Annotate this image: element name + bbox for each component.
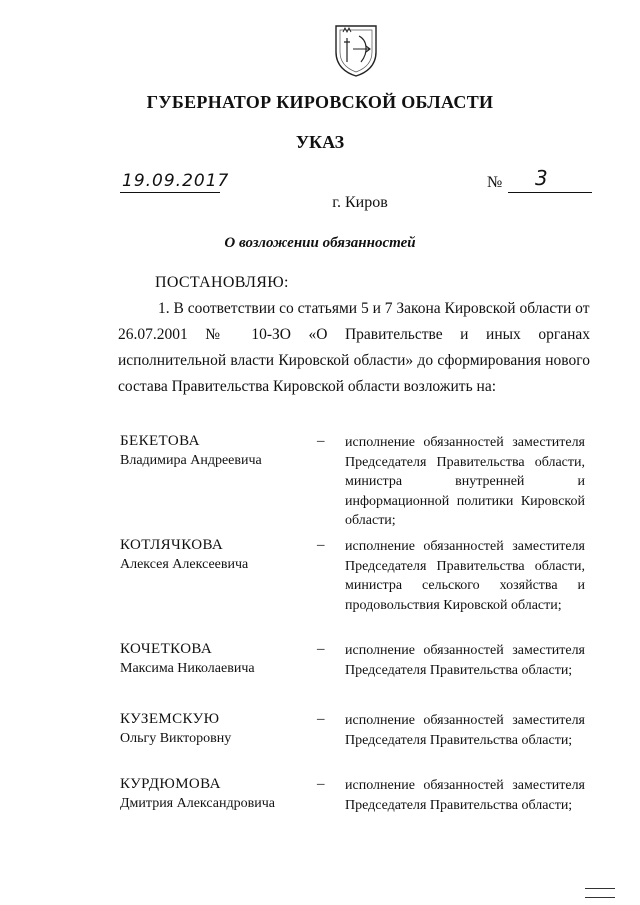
appointee-given-names: Максима Николаевича [120, 661, 255, 676]
footer-mark [585, 888, 615, 898]
document-number: 3 [535, 166, 548, 190]
clause-1-first-line: 1. В соответствии со статьями 5 и 7 Закона Кировской области от [158, 300, 590, 317]
appointee-surname: КОЧЕТКОВА [120, 641, 213, 657]
document-type: УКАЗ [295, 132, 345, 152]
appointee-given-names: Алексея Алексеевича [120, 557, 249, 572]
appointee-given-names: Владимира Андреевича [120, 453, 262, 468]
city: г. Киров [332, 194, 388, 211]
appointee-duty: исполнение обязанностей заместителя Председателя Правительства области; [345, 778, 585, 813]
number-underline [508, 192, 592, 193]
document-date: 19.09.2017 [122, 171, 230, 191]
entry-dash: – [317, 711, 325, 727]
date-underline [120, 192, 220, 193]
entry-dash: – [317, 641, 325, 657]
appointee-duty: исполнение обязанностей заместителя Председателя Правительства области; [345, 713, 585, 748]
number-label: № [487, 174, 503, 191]
entry-dash: – [317, 776, 325, 792]
appointee-duty: исполнение обязанностей заместителя Председателя Правительства области, министра внутренней и информационной политики Кировской области; [345, 435, 585, 528]
entry-dash: – [317, 433, 325, 449]
clause-1 [118, 296, 590, 400]
appointee-given-names: Ольгу Викторовну [120, 731, 232, 746]
clause-1-text: 26.07.2001 № 10-ЗО «О Правительстве и иных органах исполнительной власти Кировской области» до сформирования нового состава Правительства Кировской области возложить на: [118, 326, 590, 395]
coat-of-arms-icon [333, 22, 379, 78]
appointee-surname: КУЗЕМСКУЮ [120, 711, 220, 727]
decree-word: ПОСТАНОВЛЯЮ: [155, 274, 289, 291]
appointee-duty: исполнение обязанностей заместителя Председателя Правительства области, министра сельского хозяйства и продовольствия Кировской области; [345, 539, 585, 613]
appointee-surname: БЕКЕТОВА [120, 433, 200, 449]
authority-title: ГУБЕРНАТОР КИРОВСКОЙ ОБЛАСТИ [146, 92, 494, 112]
appointee-surname: КОТЛЯЧКОВА [120, 537, 224, 553]
appointee-given-names: Дмитрия Александровича [120, 796, 275, 811]
appointee-duty: исполнение обязанностей заместителя Председателя Правительства области; [345, 643, 585, 678]
appointee-surname: КУРДЮМОВА [120, 776, 221, 792]
decree-subject: О возложении обязанностей [224, 235, 416, 251]
entry-dash: – [317, 537, 325, 553]
